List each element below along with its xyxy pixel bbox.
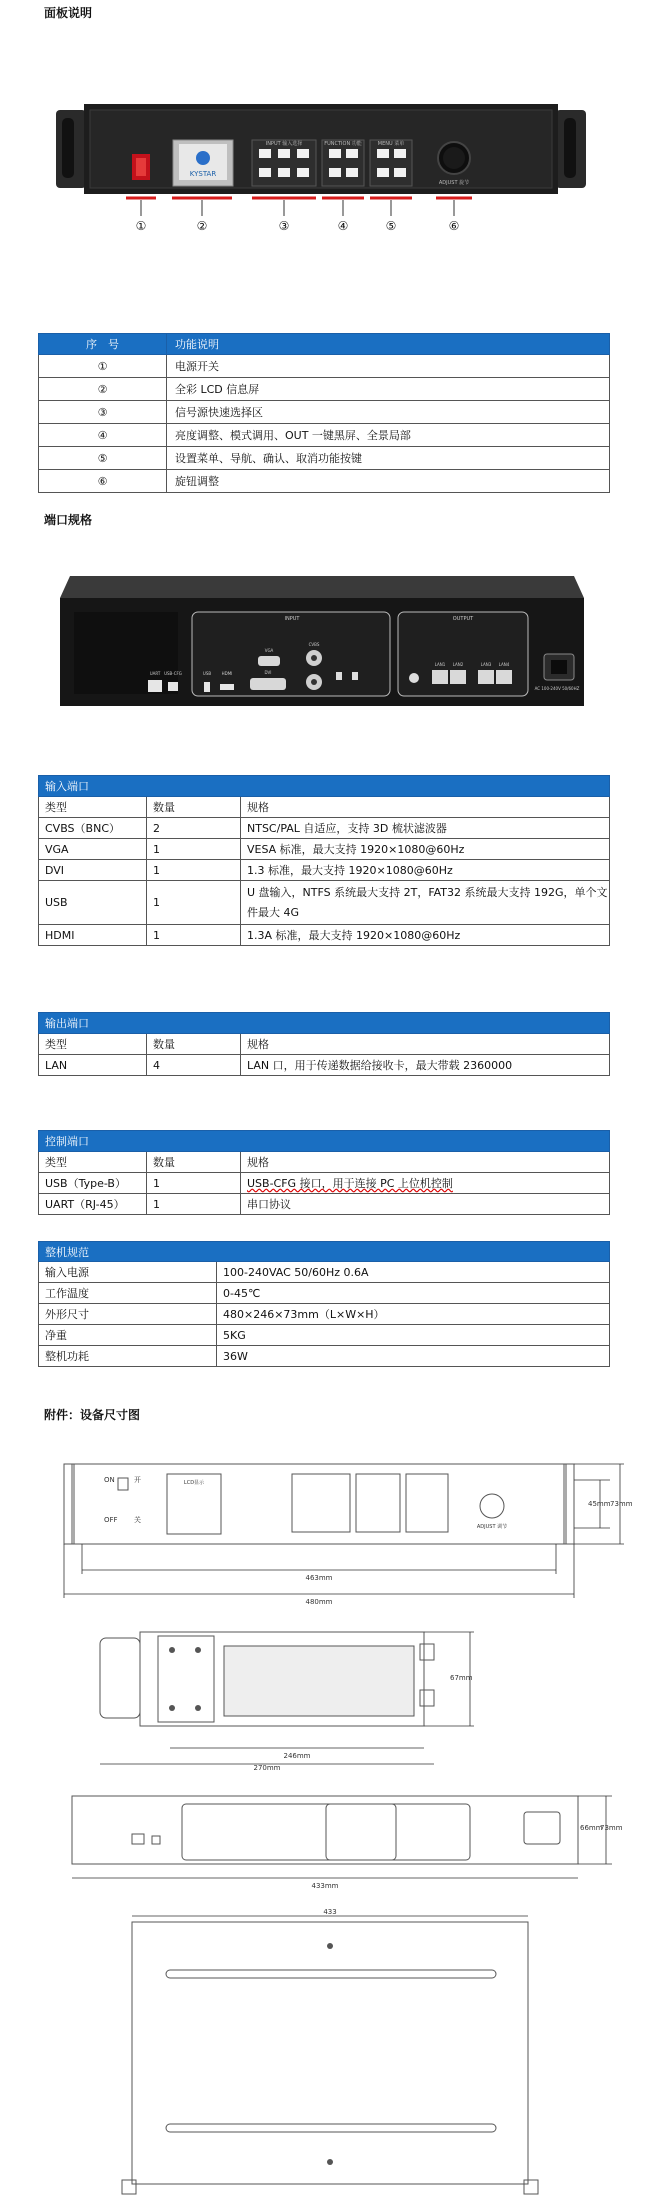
output-ports-caption: 输出端口: [39, 1013, 610, 1034]
top-dimension-drawing: [118, 1906, 538, 2198]
table-row: VGA 1 VESA 标准，最大支持 1920×1080@60Hz: [39, 839, 610, 860]
machine-spec-table: [38, 1241, 610, 1367]
svg-text:USB: USB: [202, 671, 212, 676]
svg-text:VGA: VGA: [264, 648, 274, 653]
machine-spec-caption: 整机规范: [39, 1242, 610, 1262]
input-ports-table: 输入端口 类型 数量 规格 CVBS（BNC） 2 NTSC/PAL 自适应，支持 3D 梳状滤波器 VGA 1 VESA 标准，最大支持 1920×1080@60Hz DVI 1 1.3 标准，最大支持 1920×1080@60Hz USB 1 U 盘输入，NTFS 系统最大支持 2T，FAT32 系统最大支持 192G，单个文件最大 4G HDMI 1 1.3A 标准，最大支持 1920×1080@60Hz: [38, 775, 610, 946]
svg-text:ADJUST 旋节: ADJUST 旋节: [438, 180, 470, 186]
table-row: 外形尺寸 480×246×73mm（L×W×H）: [39, 1304, 610, 1325]
output-ports-table: 输出端口 类型 数量 规格 LAN 4 LAN 口，用于传递数据给接收卡，最大带载 2360000: [38, 1012, 610, 1076]
svg-text:MENU 菜单: MENU 菜单: [377, 141, 405, 147]
svg-text:HDMI: HDMI: [221, 671, 233, 676]
svg-text:开: 开: [134, 1476, 141, 1484]
svg-text:LAN2: LAN2: [452, 662, 464, 667]
function-table-header-desc: 功能说明: [167, 334, 610, 355]
panel-heading: 面板说明: [44, 6, 93, 20]
table-row: 整机功耗 36W: [39, 1346, 610, 1367]
rear-dimension-drawing: [72, 1790, 623, 1890]
svg-text:67mm: 67mm: [450, 1674, 473, 1682]
rear-panel-drawing: [52, 576, 592, 726]
table-row: ⑤ 设置菜单、导航、确认、取消功能按键: [39, 447, 610, 470]
svg-text:73mm: 73mm: [600, 1824, 623, 1832]
svg-text:LAN1: LAN1: [434, 662, 446, 667]
front-dimension-drawing: [64, 1458, 634, 1608]
svg-text:关: 关: [134, 1516, 141, 1524]
table-row: USB 1 U 盘输入，NTFS 系统最大支持 2T，FAT32 系统最大支持 192G，单个文件最大 4G: [39, 881, 610, 925]
svg-text:INPUT: INPUT: [284, 616, 300, 622]
svg-text:ADJUST 调节: ADJUST 调节: [476, 1524, 508, 1530]
control-ports-table: 控制端口 类型 数量 规格 USB（Type-B） 1 USB-CFG 接口，用于连接 PC 上位机控制 UART（RJ-45） 1 串口协议: [38, 1130, 610, 1215]
svg-text:DVI: DVI: [264, 670, 272, 675]
svg-text:LCD显示: LCD显示: [183, 1480, 205, 1486]
svg-text:CVBS: CVBS: [308, 642, 320, 647]
svg-text:463mm: 463mm: [305, 1574, 333, 1582]
table-row: DVI 1 1.3 标准，最大支持 1920×1080@60Hz: [39, 860, 610, 881]
svg-text:66mm: 66mm: [580, 1824, 603, 1832]
svg-text:480mm: 480mm: [305, 1598, 333, 1606]
brand-text: KYSTAR: [189, 170, 217, 178]
callout-6: ⑥: [448, 219, 460, 233]
svg-text:AC 100-240V 50/60HZ: AC 100-240V 50/60HZ: [534, 686, 580, 691]
callout-4: ④: [337, 219, 349, 233]
svg-text:270mm: 270mm: [253, 1764, 281, 1772]
svg-text:433mm: 433mm: [311, 1882, 339, 1890]
callout-3: ③: [278, 219, 290, 233]
table-row: ② 全彩 LCD 信息屏: [39, 378, 610, 401]
table-row: USB（Type-B） 1 USB-CFG 接口，用于连接 PC 上位机控制: [39, 1173, 610, 1194]
table-row: CVBS（BNC） 2 NTSC/PAL 自适应，支持 3D 梳状滤波器: [39, 818, 610, 839]
svg-text:UART: UART: [149, 671, 161, 676]
svg-text:LAN4: LAN4: [498, 662, 510, 667]
svg-text:45mm: 45mm: [588, 1500, 611, 1508]
callout-1: ①: [135, 219, 147, 233]
table-row: HDMI 1 1.3A 标准，最大支持 1920×1080@60Hz: [39, 925, 610, 946]
table-row: ③ 信号源快速选择区: [39, 401, 610, 424]
front-panel-drawing: [56, 104, 586, 254]
accessory-heading: 附件：设备尺寸图: [44, 1408, 141, 1422]
table-row: LAN 4 LAN 口，用于传递数据给接收卡，最大带载 2360000: [39, 1055, 610, 1076]
table-row: ④ 亮度调整、模式调用、OUT 一键黑屏、全景局部: [39, 424, 610, 447]
side-dimension-drawing: [100, 1624, 560, 1770]
table-row: ⑥ 旋钮调整: [39, 470, 610, 493]
table-row: 输入电源 100-240VAC 50/60Hz 0.6A: [39, 1262, 610, 1283]
ports-heading: 端口规格: [44, 513, 93, 527]
svg-text:ON: ON: [104, 1476, 115, 1484]
table-row: ① 电源开关: [39, 355, 610, 378]
function-table: [38, 333, 610, 493]
callout-2: ②: [196, 219, 208, 233]
svg-text:FUNCTION 功能: FUNCTION 功能: [324, 141, 362, 147]
callout-5: ⑤: [385, 219, 397, 233]
svg-text:OUTPUT: OUTPUT: [452, 616, 474, 622]
svg-text:246mm: 246mm: [283, 1752, 311, 1760]
control-ports-caption: 控制端口: [39, 1131, 610, 1152]
input-ports-caption: 输入端口: [39, 776, 610, 797]
table-row: 净重 5KG: [39, 1325, 610, 1346]
svg-text:LAN3: LAN3: [480, 662, 492, 667]
function-table-header-num: 序 号: [39, 334, 167, 355]
table-row: UART（RJ-45） 1 串口协议: [39, 1194, 610, 1215]
svg-text:USB-CFG: USB-CFG: [164, 671, 182, 676]
svg-text:INPUT 输入选择: INPUT 输入选择: [265, 141, 303, 147]
svg-text:73mm: 73mm: [610, 1500, 633, 1508]
svg-text:433: 433: [323, 1908, 337, 1916]
svg-text:OFF: OFF: [104, 1516, 118, 1524]
table-row: 工作温度 0-45℃: [39, 1283, 610, 1304]
